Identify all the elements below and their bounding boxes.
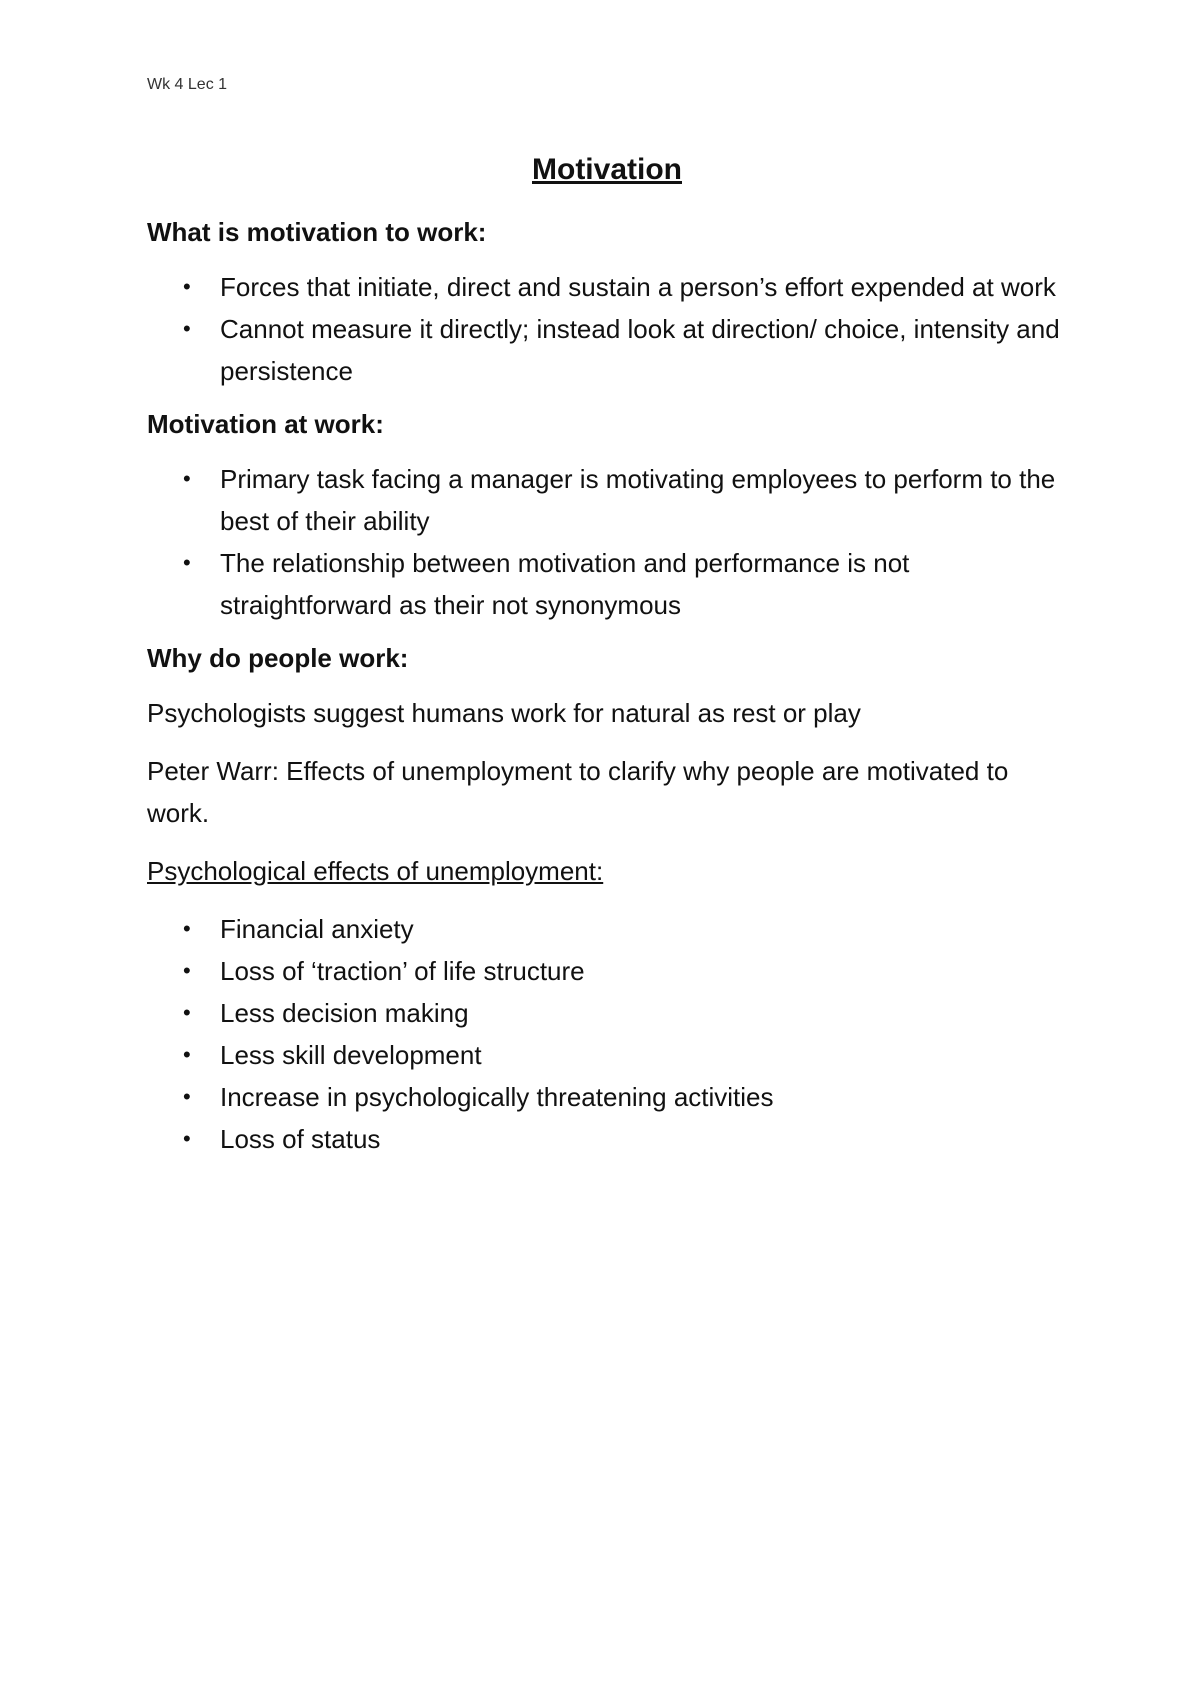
list-item [147,1118,1067,1160]
list-item-text: Less decision making [220,998,469,1028]
list-item-text: Less skill development [220,1040,482,1070]
list-item [147,1034,1067,1076]
document-content [147,150,1067,1174]
list-item [147,308,1067,392]
bullet-list-motivation-at-work [147,458,1067,626]
paragraph-peter-warr: Peter Warr: Effects of unemployment to clarify why people are motivated to work. [147,756,1009,828]
bullet-icon: • [183,1126,191,1151]
page-title: Motivation [532,153,682,186]
list-item [147,266,1067,308]
page-header-note: Wk 4 Lec 1 [147,76,228,93]
list-item [147,950,1067,992]
bullet-icon: • [183,316,191,341]
list-item-text: Loss of status [220,1124,381,1154]
list-item [147,542,1067,626]
paragraph-psychologists: Psychologists suggest humans work for natural as rest or play [147,698,861,728]
bullet-icon: • [183,274,191,299]
bullet-icon: • [183,466,191,491]
list-item-text: Financial anxiety [220,914,414,944]
list-item [147,908,1067,950]
bullet-icon: • [183,958,191,983]
bullet-list-what-is-motivation [147,266,1067,392]
section-heading-what-is-motivation: What is motivation to work: [147,217,487,247]
bullet-icon: • [183,916,191,941]
bullet-list-psychological-effects [147,908,1067,1160]
list-item-text: Loss of ‘traction’ of life structure [220,956,585,986]
bullet-icon: • [183,1000,191,1025]
bullet-icon: • [183,1084,191,1109]
list-item [147,992,1067,1034]
section-heading-motivation-at-work: Motivation at work: [147,409,384,439]
list-item-text: Cannot measure it directly; instead look at direction/ choice, intensity and persistence [220,314,1060,386]
list-item-text: Forces that initiate, direct and sustain a person’s effort expended at work [220,272,1056,302]
list-item-text: Primary task facing a manager is motivating employees to perform to the best of their ability [220,464,1056,536]
list-item-text: Increase in psychologically threatening activities [220,1082,774,1112]
bullet-icon: • [183,550,191,575]
section-heading-why-do-people-work: Why do people work: [147,643,409,673]
list-item [147,458,1067,542]
bullet-icon: • [183,1042,191,1067]
list-item [147,1076,1067,1118]
section-heading-psychological-effects: Psychological effects of unemployment: [147,856,604,886]
list-item-text: The relationship between motivation and performance is not straightforward as their not synonymous [220,548,910,620]
